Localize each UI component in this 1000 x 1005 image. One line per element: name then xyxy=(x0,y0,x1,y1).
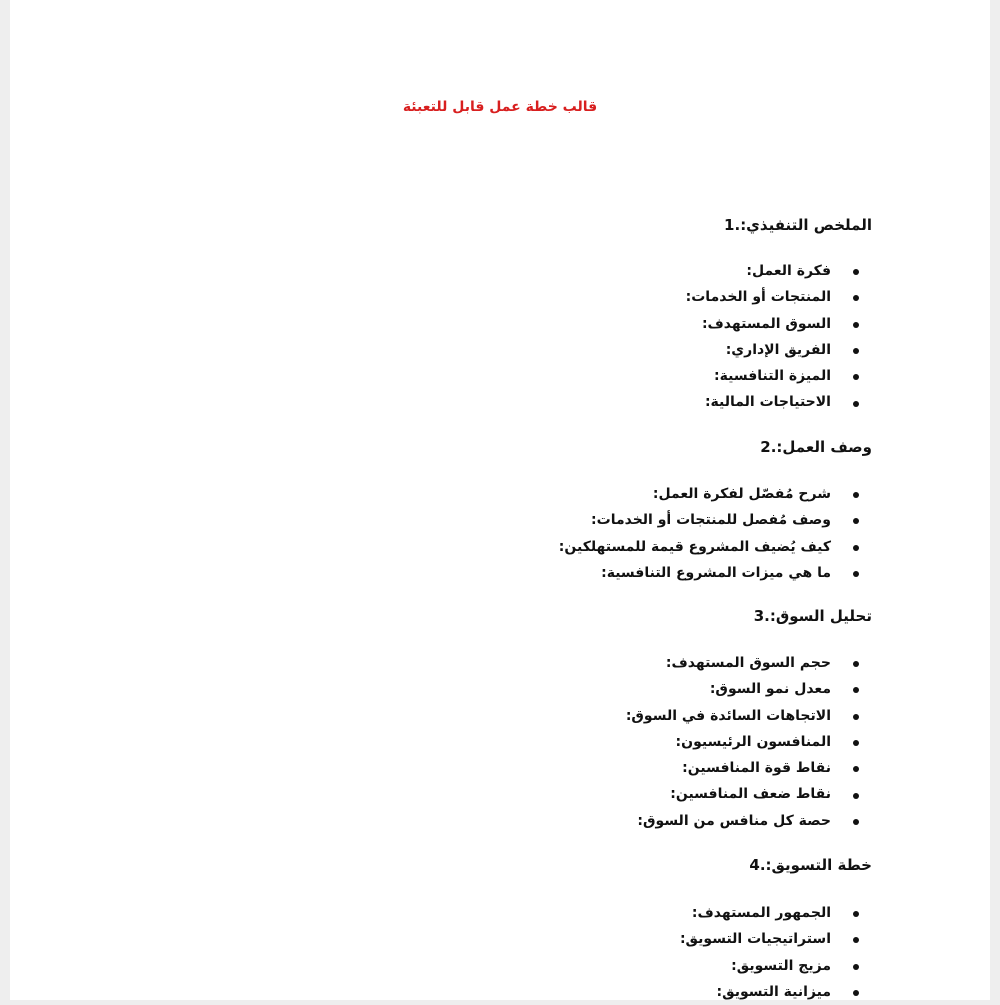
list-item xyxy=(626,808,831,834)
list-item-text: المنافسون الرئيسيون: xyxy=(675,733,831,750)
list-item-text: الفريق الإداري: xyxy=(725,341,831,358)
list-item-text: معدل نمو السوق: xyxy=(709,681,831,698)
list-item-text: الجمهور المستهدف: xyxy=(691,905,831,921)
list-item-text: نقاط ضعف المنافسين: xyxy=(670,786,831,803)
bullet-list-executive-summary xyxy=(686,258,831,416)
bullet-icon xyxy=(853,911,859,917)
bullet-icon xyxy=(853,740,859,746)
bullet-icon xyxy=(853,374,859,380)
list-item xyxy=(559,481,831,507)
section-heading-market-analysis xyxy=(750,607,872,625)
bullet-icon xyxy=(853,269,859,275)
section-number: 2. xyxy=(760,438,777,456)
list-item xyxy=(686,311,831,337)
list-item xyxy=(559,560,831,586)
document-title: قالب خطة عمل قابل للتعبئة xyxy=(402,99,598,115)
section-number: 3. xyxy=(753,607,770,625)
section-number: 1. xyxy=(724,216,741,234)
bullet-icon xyxy=(853,793,859,799)
list-item-text: مزيج التسويق: xyxy=(731,957,831,974)
bullet-list-marketing-plan xyxy=(680,900,831,1005)
section-title: تحليل السوق: xyxy=(769,607,872,625)
list-item xyxy=(686,363,831,389)
list-item xyxy=(626,650,831,676)
list-item-text: وصف مُفصل للمنتجات أو الخدمات: xyxy=(591,512,831,529)
bullet-icon xyxy=(853,571,859,577)
list-item-text: المنتجات أو الخدمات: xyxy=(685,289,831,306)
list-item xyxy=(626,703,831,729)
bullet-icon xyxy=(853,545,859,551)
section-heading-executive-summary xyxy=(720,216,872,234)
list-item xyxy=(686,337,831,363)
bullet-icon xyxy=(853,492,859,498)
list-item xyxy=(686,258,831,284)
list-item xyxy=(559,534,831,560)
list-item xyxy=(686,389,831,415)
list-item xyxy=(626,781,831,807)
section-title: خطة التسويق: xyxy=(765,856,872,874)
list-item xyxy=(680,953,831,979)
list-item-text: السوق المستهدف: xyxy=(701,315,831,332)
list-item-text: الميزة التنافسية: xyxy=(714,368,831,385)
bullet-icon xyxy=(853,964,859,970)
bullet-list-business-description xyxy=(559,481,831,586)
section-title: وصف العمل: xyxy=(776,438,872,456)
bullet-icon xyxy=(853,322,859,328)
bullet-icon xyxy=(853,348,859,354)
list-item-text: حصة كل منافس من السوق: xyxy=(637,812,831,829)
list-item-text: ما هي ميزات المشروع التنافسية: xyxy=(601,564,831,581)
section-title: الملخص التنفيذي: xyxy=(740,216,872,234)
bullet-icon xyxy=(853,661,859,667)
list-item-text: استراتيجيات التسويق: xyxy=(679,931,831,948)
bullet-list-market-analysis xyxy=(626,650,831,834)
section-heading-marketing-plan xyxy=(745,856,872,874)
list-item xyxy=(559,507,831,533)
list-item-text: حجم السوق المستهدف: xyxy=(665,655,831,671)
list-item xyxy=(680,926,831,952)
list-item-text: فكرة العمل: xyxy=(746,263,831,279)
bullet-icon xyxy=(853,518,859,524)
list-item-text: شرح مُفصّل لفكرة العمل: xyxy=(652,486,831,502)
bullet-icon xyxy=(853,766,859,772)
document-page xyxy=(10,0,990,1000)
list-item xyxy=(626,755,831,781)
list-item xyxy=(686,284,831,310)
list-item-text: الاتجاهات السائدة في السوق: xyxy=(625,707,831,724)
list-item-text: كيف يُضيف المشروع قيمة للمستهلكين: xyxy=(558,538,831,555)
list-item xyxy=(680,979,831,1005)
bullet-icon xyxy=(853,714,859,720)
bullet-icon xyxy=(853,687,859,693)
list-item xyxy=(626,729,831,755)
bullet-icon xyxy=(853,937,859,943)
list-item-text: الاحتياجات المالية: xyxy=(704,394,831,411)
list-item-text: نقاط قوة المنافسين: xyxy=(682,760,831,777)
list-item xyxy=(680,900,831,926)
bullet-icon xyxy=(853,295,859,301)
section-number: 4. xyxy=(749,856,766,874)
section-heading-business-description xyxy=(756,438,872,456)
bullet-icon xyxy=(853,401,859,407)
bullet-icon xyxy=(853,819,859,825)
list-item-text: ميزانية التسويق: xyxy=(716,983,831,1000)
list-item xyxy=(626,676,831,702)
bullet-icon xyxy=(853,990,859,996)
